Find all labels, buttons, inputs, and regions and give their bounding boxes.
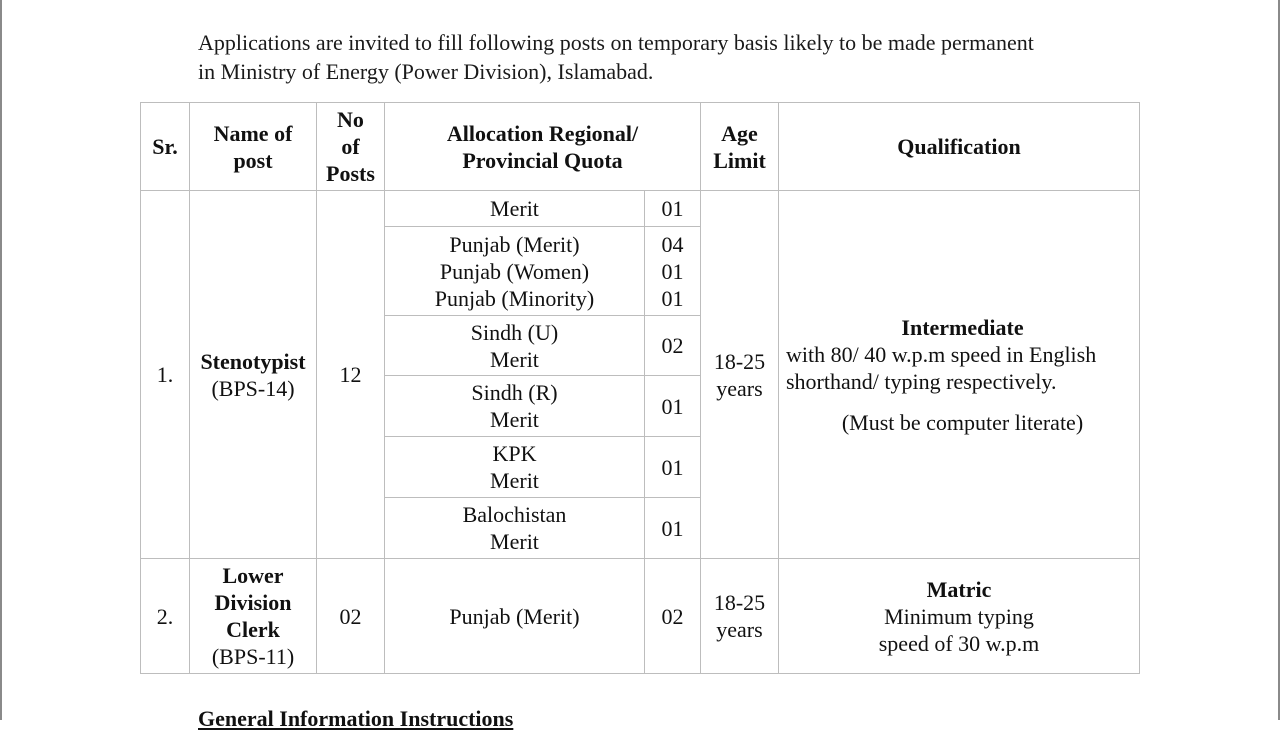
row1-qualification-title: Intermediate	[901, 314, 1024, 340]
row1-post-grade: (BPS-14)	[211, 375, 295, 401]
quota-count: 02	[645, 559, 701, 674]
intro-line-1: Applications are invited to fill following posts on temporary basis likely to be made permanent	[198, 30, 1034, 55]
row1-no-of-posts: 12	[317, 191, 385, 559]
quota-label: Punjab (Merit)	[385, 559, 645, 674]
table-header-row	[141, 103, 1140, 191]
header-qualification: Qualification	[779, 103, 1140, 191]
row1-post	[190, 191, 317, 559]
header-sr: Sr.	[141, 103, 190, 191]
row1-post-name: Stenotypist	[200, 348, 306, 374]
quota-count: 01	[645, 498, 701, 559]
quota-label: Balochistan Merit	[385, 498, 645, 559]
table-row	[141, 559, 1140, 674]
header-name-of-post: Name of post	[190, 103, 317, 191]
row2-age-limit: 18-25 years	[701, 559, 779, 674]
row1-qualification-note: (Must be computer literate)	[841, 409, 1084, 435]
quota-label: Merit	[385, 191, 645, 227]
quota-count: 01	[645, 191, 701, 227]
page-border-left	[0, 0, 2, 720]
quota-count: 02	[645, 316, 701, 376]
row1-sr: 1.	[141, 191, 190, 559]
quota-count: 01	[645, 376, 701, 437]
header-allocation-quota: Allocation Regional/ Provincial Quota	[385, 103, 701, 191]
header-age-limit: Age Limit	[701, 103, 779, 191]
header-no-of-posts: No of Posts	[317, 103, 385, 191]
row2-qualification-title: Matric	[926, 576, 992, 602]
row2-post-grade: (BPS-11)	[211, 644, 295, 669]
row2-sr: 2.	[141, 559, 190, 674]
row2-no-of-posts: 02	[317, 559, 385, 674]
quota-label: Sindh (U) Merit	[385, 316, 645, 376]
row1-age-limit: 18-25 years	[701, 191, 779, 559]
quota-label: Sindh (R) Merit	[385, 376, 645, 437]
table-row	[141, 191, 1140, 227]
row1-qualification: Intermediate with 80/ 40 w.p.m speed in English shorthand/ typing respectively. (Must be computer literate)	[779, 191, 1140, 559]
intro-line-2: in Ministry of Energy (Power Division), Islamabad.	[198, 59, 654, 84]
quota-count: 01	[645, 437, 701, 498]
quota-count: 04 01 01	[645, 227, 701, 316]
row2-post: Lower Division Clerk (BPS-11)	[190, 559, 317, 674]
row2-qualification: Matric Minimum typing speed of 30 w.p.m	[779, 559, 1140, 674]
general-information-heading: General Information Instructions	[198, 706, 514, 731]
intro-paragraph	[198, 28, 1118, 86]
posts-table	[140, 102, 1140, 674]
quota-label: Punjab (Merit) Punjab (Women) Punjab (Minority)	[385, 227, 645, 316]
quota-label: KPK Merit	[385, 437, 645, 498]
